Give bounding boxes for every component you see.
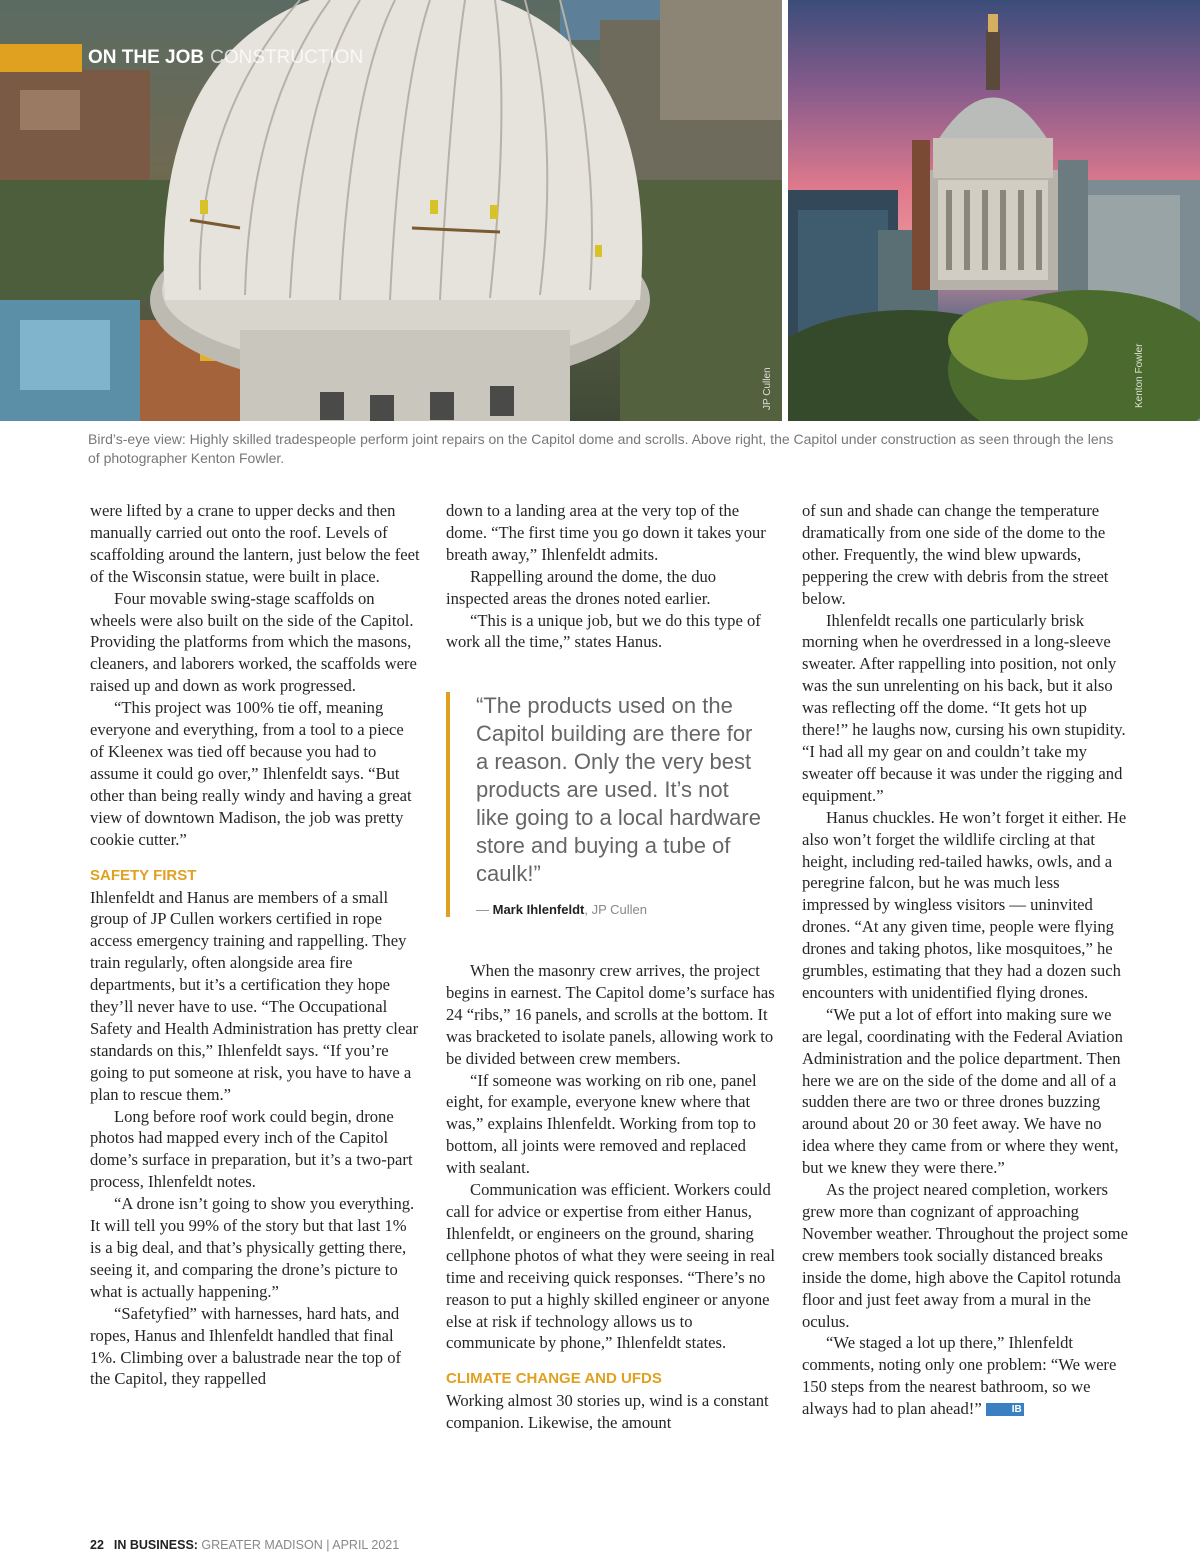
paragraph: Ihlenfeldt and Hanus are members of a small group of JP Cullen workers certified in rope access emergency training and rappelling. They train regularly, often alongside area fire departments, but it’s a certification they hope they’ll never have to use. “The Occupational Safety and Health Administration has pretty clear standards on this,” Ihlenfeldt says. “If you’re going to put someone at risk, you have to have a plan to rescue them.” xyxy=(90,887,419,1104)
paragraph: “This project was 100% tie off, meaning everyone and everything, from a tool to a piece of Kleenex was tied off because you had to assume it could go over,” Ihlenfeldt says. “But other than being really windy and having a great view of downtown Madison, the job was pretty cookie cutter.” xyxy=(90,698,412,849)
paragraph: “Safetyfied” with harnesses, hard hats, and ropes, Hanus and Ihlenfeldt handled that final 1%. Climbing over a balustrade near the top of the Capitol, they rappelled xyxy=(90,1303,402,1389)
paragraph: were lifted by a crane to upper decks and then manually carried out onto the roof. Levels of scaffolding around the lantern, just below the feet of the Wisconsin statue, were built in place. xyxy=(90,501,420,586)
photo-capitol-dome-aerial xyxy=(0,0,782,421)
paragraph: Long before roof work could begin, drone photos had mapped every inch of the Capitol dome’s surface in preparation, but it’s a two-part process, Ihlenfeldt notes. xyxy=(90,1106,413,1192)
paragraph: Working almost 30 stories up, wind is a constant companion. Likewise, the amount xyxy=(446,1391,769,1433)
pull-quote-name: Mark Ihlenfeldt xyxy=(492,902,585,917)
paragraph-last xyxy=(802,1332,1130,1420)
paragraph: down to a landing area at the very top of the dome. “The first time you go down it takes your breath away,” Ihlenfeldt admits. xyxy=(446,501,766,564)
photo-caption: Bird’s-eye view: Highly skilled tradespeople perform joint repairs on the Capitol dome and scrolls. Above right, the Capitol under construction as seen through the lens of photographer Kenton Fowler. xyxy=(88,431,1114,466)
section-tab-label xyxy=(82,47,363,69)
paragraph: “We put a lot of effort into making sure we are legal, coordinating with the Federal Aviation Administration and the police department. Then here we are on the side of the dome and all of a sudden there are two or three drones buzzing around about 20 or 30 feet away. We have no idea where they came from or where they went, but we knew they were there.” xyxy=(802,1004,1123,1178)
article-column-2-top xyxy=(446,500,776,653)
end-mark-icon: IB xyxy=(986,1403,1024,1416)
paragraph: “This is a unique job, but we do this type of work all the time,” states Hanus. xyxy=(446,610,761,652)
footer-brand: IN BUSINESS: xyxy=(113,1538,198,1552)
section-tab xyxy=(0,44,363,72)
page-footer xyxy=(90,1538,399,1552)
page-number: 22 xyxy=(90,1538,104,1552)
paragraph: Ihlenfeldt recalls one particularly brisk morning when he overdressed in a long-sleeve sweater. After rappelling into position, not only was the sun unrelenting on his back, but it also was reflecting off the dome. “It gets hot up there!” he laughs now, cursing his own stupidity. “I had all my gear on and couldn’t take my sweater off because it was under the rigging and equipment.” xyxy=(802,610,1126,805)
paragraph: When the masonry crew arrives, the project begins in earnest. The Capitol dome’s surface has 24 “ribs,” 16 panels, and scrolls at the bottom. It was bracketed to isolate panels, allowing work to be divided between crew members. xyxy=(446,961,775,1068)
section-name: ON THE JOB xyxy=(88,47,205,68)
article-column-2-bottom xyxy=(446,960,776,1434)
footer-edition: GREATER MADISON | APRIL 2021 xyxy=(197,1538,400,1552)
paragraph: Four movable swing-stage scaffolds on wheels were also built on the side of the Capitol. Providing the platforms from which the masons, cleaners, and laborers worked, the scaffolds were raised up and down as work progressed. xyxy=(90,588,417,696)
paragraph: Rappelling around the dome, the duo inspected areas the drones noted earlier. xyxy=(446,566,717,608)
section-subname: CONSTRUCTION xyxy=(210,47,364,68)
article-column-1 xyxy=(90,500,420,1390)
pull-quote-dash: — xyxy=(476,902,493,917)
pull-quote-org: , JP Cullen xyxy=(584,902,648,917)
paragraph: As the project neared completion, workers grew more than cognizant of approaching November weather. Throughout the project some crew members took socially distanced breaks inside the dome, high above the Capitol rotunda floor and just feet away from a mural in the oculus. xyxy=(802,1180,1128,1331)
paragraph: “A drone isn’t going to show you everything. It will tell you 99% of the story but that last 1% is a big deal, and that’s physically getting there, seeing it, and comparing the drone’s picture to what is actually happening.” xyxy=(90,1194,415,1301)
pull-quote-text: “The products used on the Capitol building are there for a reason. Only the very best products are used. It’s not like going to a local hardware store and buying a tube of caulk!” xyxy=(476,693,761,886)
subhead-climate-change: CLIMATE CHANGE AND UFDS xyxy=(446,1370,662,1388)
section-tab-bar xyxy=(0,44,82,72)
paragraph: Communication was efficient. Workers could call for advice or expertise from either Hanus, Ihlenfeldt, or engineers on the ground, sharing cellphone photos of what they were seeing in real time and receiving quick responses. “There’s no reason to put a highly skilled engineer or anyone else at risk if technology allows us to communicate by phone,” Ihlenfeldt states. xyxy=(446,1180,775,1353)
pull-quote xyxy=(446,692,766,917)
paragraph: of sun and shade can change the temperature dramatically from one side of the dome to the other. Frequently, the wind blew upwards, peppering the crew with debris from the street below. xyxy=(802,501,1109,608)
photo-credit-left: JP Cullen xyxy=(762,367,773,410)
paragraph: “If someone was working on rib one, panel eight, for example, everyone knew where that was,” explains Ihlenfeldt. Working from top to bottom, all joints were removed and replaced with sealant. xyxy=(446,1070,757,1178)
pull-quote-attribution xyxy=(476,902,766,917)
photo-credit-right: Kenton Fowler xyxy=(1134,343,1145,408)
paragraph: Hanus chuckles. He won’t forget it either. He also won’t forget the wildlife circling at that height, including red-tailed hawks, owls, and a peregrine falcon, but he was much less impressed by wingless visitors — uninvited drones. “At any given time, people were flying drones and taking photos, like mosquitoes,” he grumbles, estimating that they had a dozen such encounters with unidentified flying drones. xyxy=(802,807,1127,1002)
photo-capitol-sunset xyxy=(788,0,1200,421)
article-column-3 xyxy=(802,500,1130,1420)
subhead-safety-first: SAFETY FIRST xyxy=(90,866,197,884)
paragraph-text: “We staged a lot up there,” Ihlenfeldt comments, noting only one problem: “We were 150 steps from the nearest bathroom, so we always had to plan ahead!” xyxy=(802,1333,1117,1419)
